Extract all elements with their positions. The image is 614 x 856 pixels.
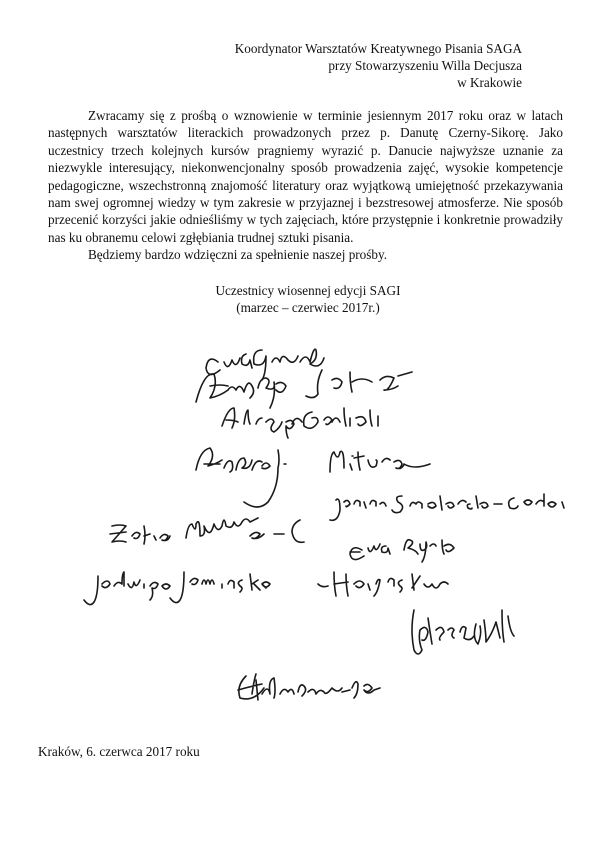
closing-block (178, 282, 438, 316)
signature-3 (196, 448, 286, 507)
date-line: Kraków, 6. czerwca 2017 roku (38, 744, 200, 759)
addressee-line-2: przy Stowarzyszeniu Willa Decjusza (328, 58, 522, 73)
body-paragraph-2: Będziemy bardzo wdzięczni za spełnienie naszej prośby. (88, 247, 388, 263)
signature-7 (350, 540, 454, 562)
signature-0 (206, 349, 324, 380)
signatures-svg (0, 340, 614, 740)
addressee-line-3: w Krakowie (457, 75, 522, 90)
closing-line-2: (marzec – czerwiec 2017r.) (236, 300, 380, 315)
signature-11 (238, 674, 380, 700)
signature-4 (330, 451, 430, 472)
closing-line-1: Uczestnicy wiosennej edycji SAGI (215, 283, 401, 298)
signatures-area (0, 340, 614, 740)
signature-6 (110, 518, 304, 544)
signature-1 (196, 370, 412, 408)
body-paragraph-1: Zwracamy się z prośbą o wznowienie w terminie jesiennym 2017 roku oraz w latach następnych warsztatów literackich prowadzonych przez p. Danutę Czerny-Sikorę. Jako uczestnicy trzech kolejnych kursów pragniemy wyrazić p. Danucie najwyższe uznanie za niezwykle interesujący, niekonwencjonalny sposób prowadzenia zajęć, wysokie kompetencje pedagogiczne, wszechstronną znajomość literatury oraz wyjątkową umiejętność przekazywania nam swej ogromnej wiedzy w tym zakresie w przyjaznej i bezstresowej atmosferze. Nie sposób przecenić korzyści jakie odnieśliśmy w tych zajęciach, które przystępnie i konkretnie prowadziły nas ku obranemu celowi zgłębiania trudnej sztuki pisania. (48, 108, 563, 245)
signature-10 (412, 610, 514, 654)
letter-body (48, 107, 563, 264)
addressee-block (235, 40, 522, 91)
signature-5 (330, 494, 564, 520)
signature-2 (222, 408, 378, 438)
addressee-line-1: Koordynator Warsztatów Kreatywnego Pisania SAGA (234, 41, 522, 56)
signature-9 (318, 572, 448, 596)
signature-8 (84, 572, 270, 605)
